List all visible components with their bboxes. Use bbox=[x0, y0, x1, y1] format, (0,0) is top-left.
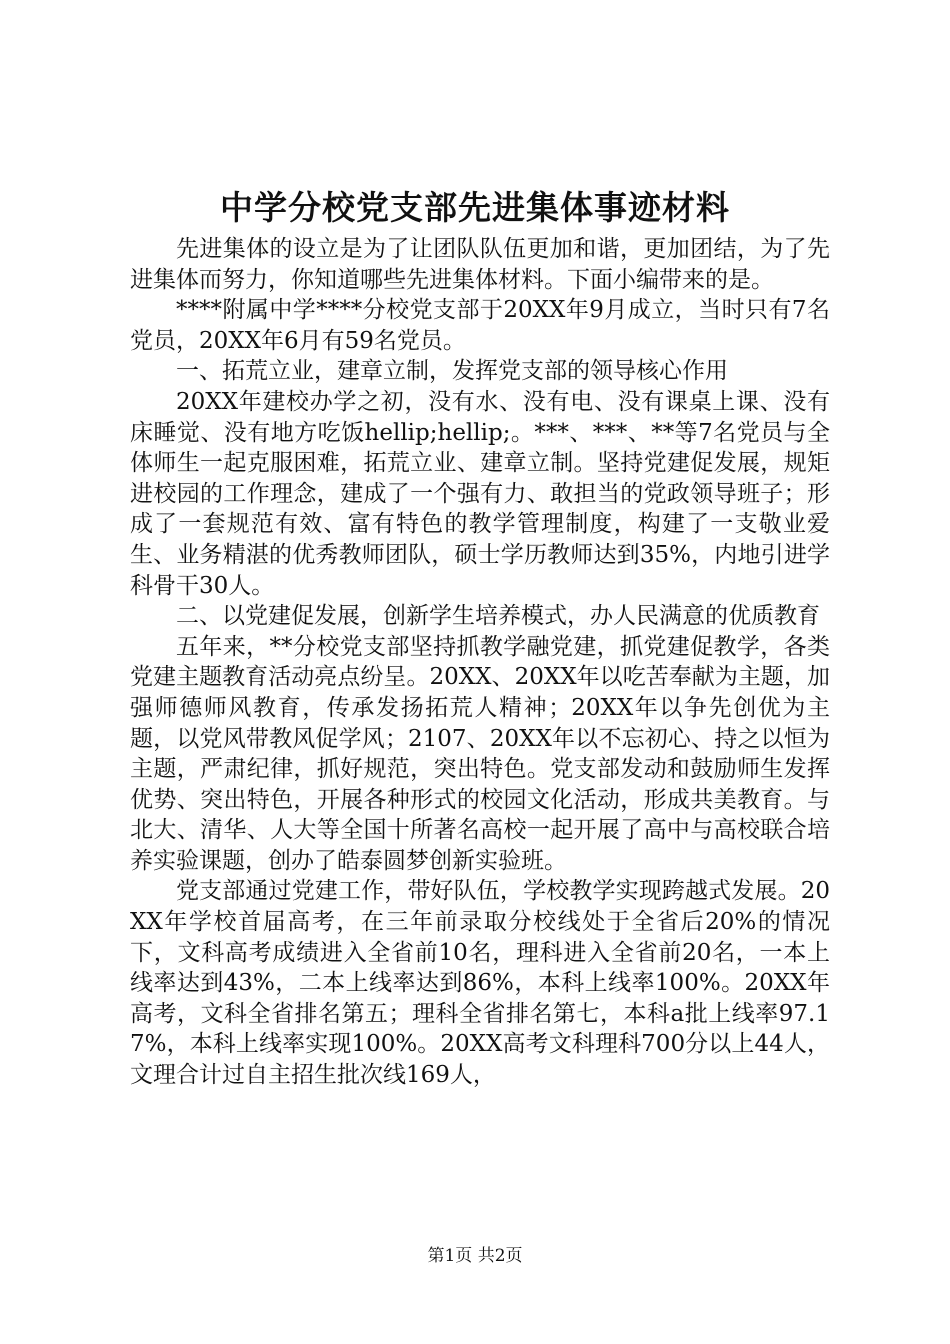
paragraph-intro: 先进集体的设立是为了让团队队伍更加和谐，更加团结，为了先进集体而努力，你知道哪些先进集体材料。下面小编带来的是。 bbox=[130, 236, 830, 293]
paragraph-founding: ****附属中学****分校党支部于20XX年9月成立，当时只有7名党员，20XX年6月有59名党员。 bbox=[130, 297, 830, 354]
paragraph-section-1: 20XX年建校办学之初，没有水、没有电、没有课桌上课、没有床睡觉、没有地方吃饭hellip;hellip;。***、***、**等7名党员与全体师生一起克服困难，拓荒立业、建章立制。坚持党建促发展，规矩进校园的工作理念，建成了一个强有力、敢担当的党政领导班子；形成了一套规范有效、富有特色的教学管理制度，构建了一支敬业爱生、业务精湛的优秀教师团队，硕士学历教师达到35%，内地引进学科骨干30人。 bbox=[130, 388, 830, 599]
page-number-footer: 第1页 共2页 bbox=[427, 1246, 523, 1266]
paragraph-results: 党支部通过党建工作，带好队伍，学校教学实现跨越式发展。20XX年学校首届高考，在三年前录取分校线处于全省后20%的情况下，文科高考成绩进入全省前10名，理科进入全省前20名，一本上线率达到43%，二本上线率达到86%，本科上线率100%。20XX年高考，文科全省排名第五；理科全省排名第七，本科a批上线率97.17%，本科上线率实现100%。20XX高考文科理科700分以上44人，文理合计过自主招生批次线169人， bbox=[130, 878, 830, 1089]
paragraph-section-2: 五年来，**分校党支部坚持抓教学融党建，抓党建促教学，各类党建主题教育活动亮点纷呈。20XX、20XX年以吃苦奉献为主题，加强师德师风教育，传承发扬拓荒人精神；20XX年以争先创优为主题，以党风带教风促学风；2107、20XX年以不忘初心、持之以恒为主题，严肃纪律，抓好规范，突出特色。党支部发动和鼓励师生发挥优势、突出特色，开展各种形式的校园文化活动，形成共美教育。与北大、清华、人大等全国十所著名高校一起开展了高中与高校联合培养实验课题，创办了皓泰圆梦创新实验班。 bbox=[130, 633, 830, 874]
section-heading-1: 一、拓荒立业，建章立制，发挥党支部的领导核心作用 bbox=[176, 358, 728, 385]
document-title: 中学分校党支部先进集体事迹材料 bbox=[220, 188, 730, 227]
section-heading-2: 二、以党建促发展，创新学生培养模式，办人民满意的优质教育 bbox=[176, 603, 820, 630]
document-body bbox=[130, 234, 830, 1091]
